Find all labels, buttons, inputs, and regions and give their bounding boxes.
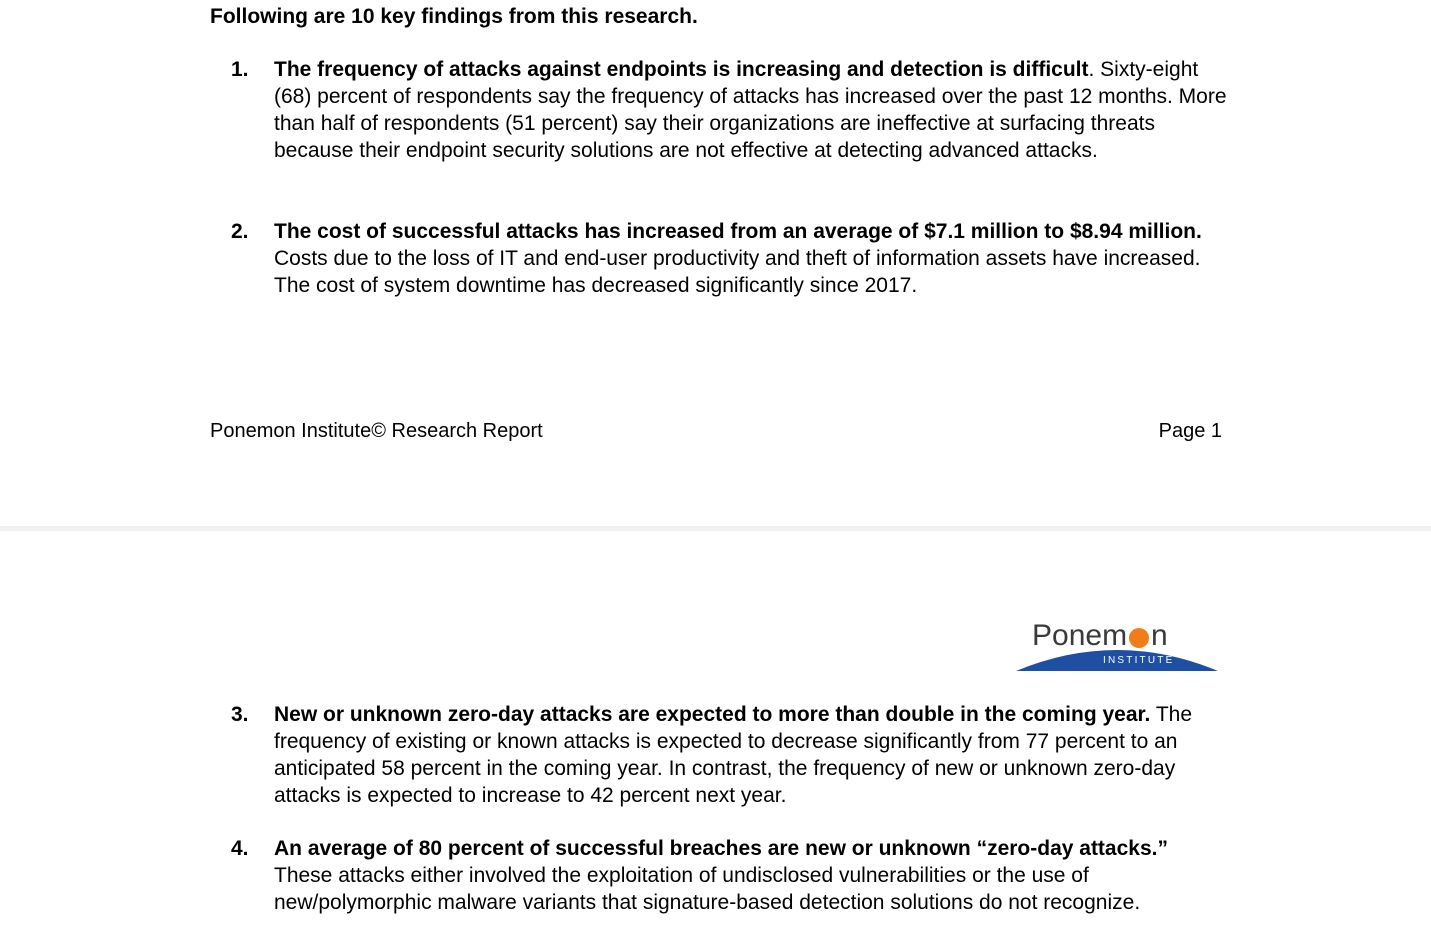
finding-text	[274, 56, 1231, 164]
page-number: Page 1	[1158, 420, 1222, 442]
logo-sun-icon	[1129, 628, 1149, 648]
finding-lead: The cost of successful attacks has increased from an average of $7.1 million to $8.94 million.	[274, 220, 1202, 243]
logo-word-end: n	[1151, 619, 1168, 652]
page-2	[0, 531, 1431, 949]
finding-body: These attacks either involved the exploitation of undisclosed vulnerabilities or the use of new/polymorphic malware variants that signature-based detection solutions do not recognize.	[274, 864, 1141, 914]
finding-text	[274, 218, 1231, 299]
finding-number: 1.	[231, 58, 249, 81]
finding-item	[231, 835, 1231, 916]
ponemon-institute-logo	[1015, 615, 1219, 671]
finding-item	[231, 56, 1231, 164]
finding-number: 4.	[231, 837, 249, 860]
finding-text	[274, 835, 1231, 916]
findings-intro: Following are 10 key findings from this research.	[210, 5, 698, 28]
finding-body: The frequency of existing or known attacks is expected to decrease significantly from 77 percent to an anticipated 58 percent in the coming year. In contrast, the frequency of new or unknown zero-day attacks is expected to increase to 42 percent next year.	[274, 703, 1193, 807]
footer-report-title: Ponemon Institute© Research Report	[210, 420, 543, 442]
finding-body: Costs due to the loss of IT and end-user productivity and theft of information assets have increased. The cost of system downtime has decreased significantly since 2017.	[274, 247, 1201, 297]
finding-number: 3.	[231, 703, 249, 726]
finding-lead: The frequency of attacks against endpoints is increasing and detection is difficult	[274, 58, 1089, 81]
logo-tagline: INSTITUTE	[1103, 655, 1175, 666]
finding-lead: New or unknown zero-day attacks are expected to more than double in the coming year.	[274, 703, 1151, 726]
logo-word-start: Ponem	[1032, 619, 1128, 652]
finding-item	[231, 701, 1231, 809]
finding-number: 2.	[231, 220, 249, 243]
finding-lead: An average of 80 percent of successful breaches are new or unknown “zero-day attacks.”	[274, 837, 1168, 860]
finding-text	[274, 701, 1231, 809]
finding-item	[231, 218, 1231, 299]
finding-body: . Sixty-eight (68) percent of respondents say the frequency of attacks has increased over the past 12 months. More than half of respondents (51 percent) say their organizations are ineffective at surfacing threats because their endpoint security solutions are not effective at detecting advanced attacks.	[274, 58, 1227, 162]
